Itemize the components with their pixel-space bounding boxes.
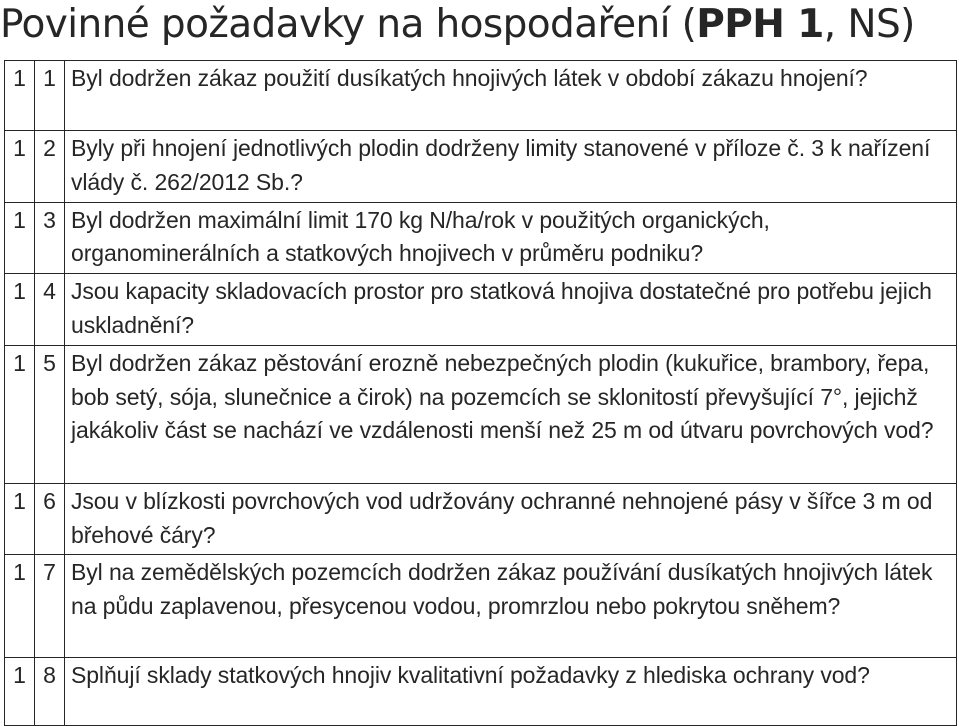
item-number-cell: 6 (35, 483, 65, 555)
group-number-cell: 1 (5, 274, 35, 346)
item-number-cell: 3 (35, 202, 65, 274)
table-row (5, 345, 957, 483)
question-cell: Byly při hnojení jednotlivých plodin dodrženy limity stanovené v příloze č. 3 k nařízení vlády č. 262/2012 Sb.? (65, 131, 957, 203)
table-row (5, 61, 957, 131)
table-row (5, 658, 957, 726)
group-number-cell: 1 (5, 555, 35, 658)
table-row (5, 202, 957, 274)
group-number-cell: 1 (5, 345, 35, 483)
item-number-cell: 2 (35, 131, 65, 203)
item-number-cell: 1 (35, 61, 65, 131)
question-cell: Byl na zemědělských pozemcích dodržen zákaz používání dusíkatých hnojivých látek na půdu zaplavenou, přesycenou vodou, promrzlou nebo pokrytou sněhem? (65, 555, 957, 658)
page-title-prefix: Povinné požadavky na hospodaření ( (0, 2, 697, 47)
item-number-cell: 8 (35, 658, 65, 726)
question-cell: Byl dodržen zákaz použití dusíkatých hnojivých látek v období zákazu hnojení? (65, 61, 957, 131)
table-row (5, 131, 957, 203)
group-number-cell: 1 (5, 61, 35, 131)
group-number-cell: 1 (5, 483, 35, 555)
question-cell: Splňují sklady statkových hnojiv kvalitativní požadavky z hlediska ochrany vod? (65, 658, 957, 726)
item-number-cell: 4 (35, 274, 65, 346)
question-cell: Byl dodržen maximální limit 170 kg N/ha/rok v použitých organických, organominerálních a statkových hnojivech v průměru podniku? (65, 202, 957, 274)
group-number-cell: 1 (5, 202, 35, 274)
question-cell: Jsou v blízkosti povrchových vod udržovány ochranné nehnojené pásy v šířce 3 m od břehové čáry? (65, 483, 957, 555)
question-cell: Jsou kapacity skladovacích prostor pro statková hnojiva dostatečné pro potřebu jejich uskladnění? (65, 274, 957, 346)
group-number-cell: 1 (5, 658, 35, 726)
page-title-bold: PPH 1 (696, 2, 824, 47)
group-number-cell: 1 (5, 131, 35, 203)
item-number-cell: 7 (35, 555, 65, 658)
question-cell: Byl dodržen zákaz pěstování erozně nebezpečných plodin (kukuřice, brambory, řepa, bob setý, sója, slunečnice a čirok) na pozemcích se sklonitostí převyšující 7°, jejichž jakákoliv část se nachází ve vzdálenosti menší než 25 m od útvaru povrchových vod? (65, 345, 957, 483)
requirements-table (4, 60, 957, 726)
item-number-cell: 5 (35, 345, 65, 483)
table-row (5, 555, 957, 658)
page-title (0, 0, 915, 52)
table-row (5, 483, 957, 555)
table-row (5, 274, 957, 346)
page-title-suffix: , NS) (823, 2, 915, 47)
title-area (0, 0, 959, 58)
